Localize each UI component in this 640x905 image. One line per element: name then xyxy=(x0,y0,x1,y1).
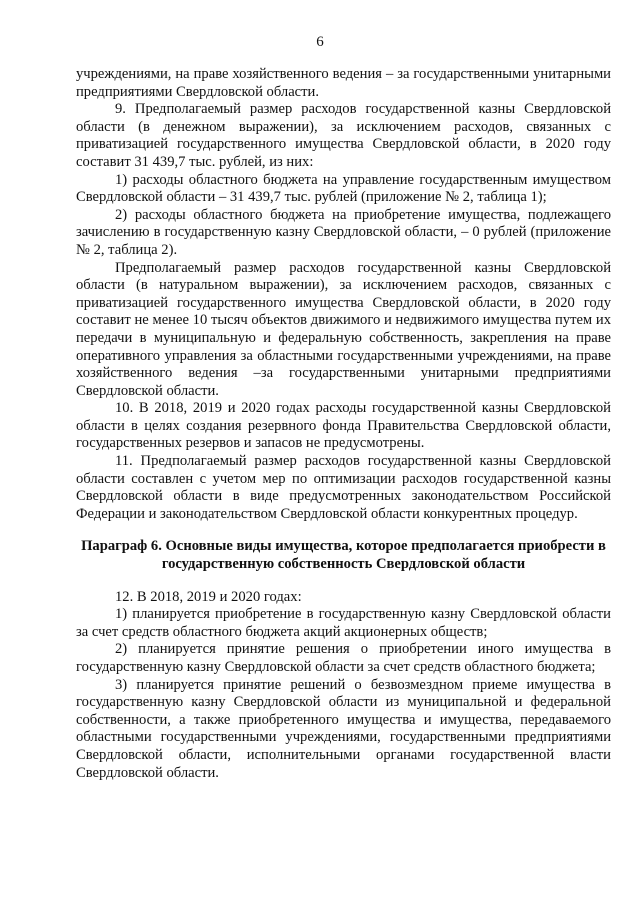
document-body xyxy=(76,66,611,782)
paragraph-item-9: 9. Предполагаемый размер расходов государственной казны Свердловской области (в денежном выражении), за исключением расходов, связанных с приватизацией государственного имущества Свердловской области, в 2020 году составит 31 439,7 тыс. рублей, из них: xyxy=(76,101,611,170)
paragraph-item-12: 12. В 2018, 2019 и 2020 годах: xyxy=(115,588,302,605)
paragraph-subitem-2: 2) расходы областного бюджета на приобретение имущества, подлежащего зачислению в государственную казну Свердловской области, – 0 рублей (приложение № 2, таблица 2). xyxy=(76,206,611,258)
page-number: 6 xyxy=(316,34,324,50)
paragraph-plan-3: 3) планируется принятие решений о безвозмездном приеме имущества в государственную казну Свердловской области из муниципальной и федеральной собственности, а также приобретенного имущества и имущества, передаваемого областными государственными учреждениями, государственными предприятиями Свердловской области, исполнительными органами государственной власти Свердловской области. xyxy=(76,676,611,781)
paragraph-item-10: 10. В 2018, 2019 и 2020 годах расходы государственной казны Свердловской области в целях создания резервного фонда Правительства Свердловской области, государственных резервов и запасов не предусмотрены. xyxy=(76,400,611,452)
paragraph-subitem-1: 1) расходы областного бюджета на управление государственным имуществом Свердловской области – 31 439,7 тыс. рублей (приложение № 2, таблица 1); xyxy=(76,171,611,206)
paragraph-natural-expenses: Предполагаемый размер расходов государственной казны Свердловской области (в натуральном выражении), за исключением расходов, связанных с приватизацией государственного имущества Свердловской области, в 2020 году составит не менее 10 тысяч объектов движимого и недвижимого имущества путем их передачи в муниципальную и федеральную собственность, закрепления на праве оперативного управления за областными государственными учреждениями, на праве хозяйственного ведения –за государственными унитарными предприятиями Свердловской области. xyxy=(76,259,611,399)
section-heading: Параграф 6. Основные виды имущества, которое предполагается приобрести в государственную собственность Свердловской области xyxy=(81,538,606,573)
paragraph-continuation: учреждениями, на праве хозяйственного ведения – за государственными унитарными предприятиями Свердловской области. xyxy=(76,66,611,100)
paragraph-item-11: 11. Предполагаемый размер расходов государственной казны Свердловской области составлен с учетом мер по оптимизации расходов государственной казны Свердловской области в виде предусмотренных законодательством Российской Федерации и законодательством Свердловской области конкурентных процедур. xyxy=(76,453,611,522)
paragraph-plan-2: 2) планируется принятие решения о приобретении иного имущества в государственную казну Свердловской области за счет средств областного бюджета; xyxy=(76,641,611,675)
paragraph-plan-1: 1) планируется приобретение в государственную казну Свердловской области за счет средств областного бюджета акций акционерных обществ; xyxy=(76,606,611,640)
